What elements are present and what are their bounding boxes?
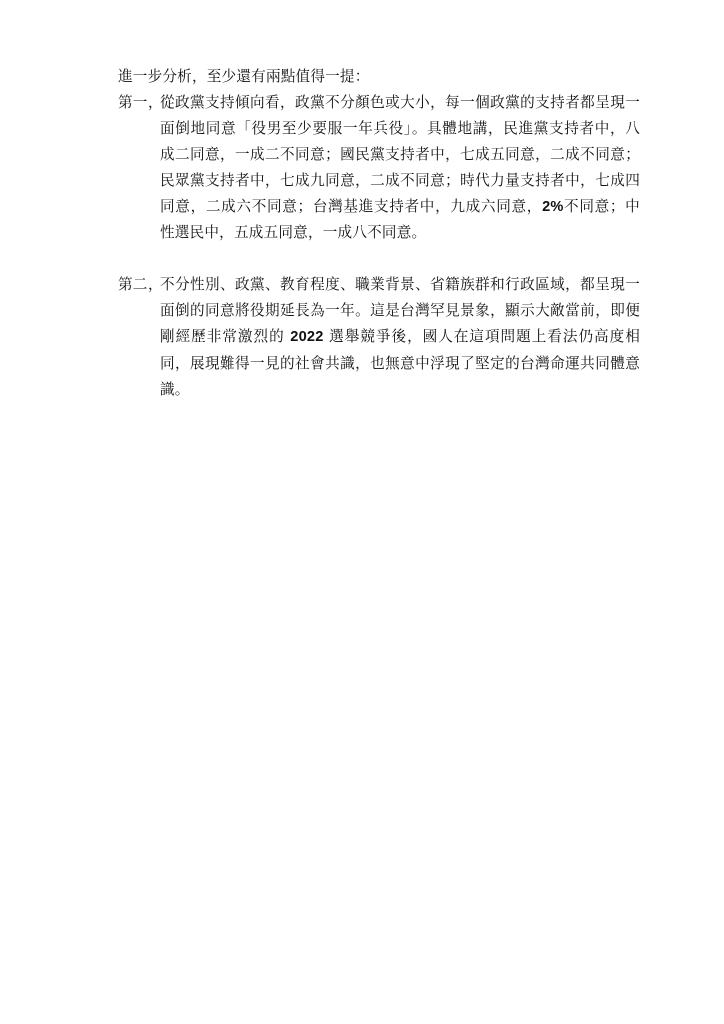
point-two-text-before: 不分性別、政黨、教育程度、職業背景、省籍族群和行政區域，都呈現一面倒的同意將役期延長為一年。這是台灣罕見景象，顯示大敵當前，即便剛經歷非常激烈的 [160, 276, 640, 346]
point-one-comma: ， [148, 93, 163, 111]
point-two-label: 第二 [118, 276, 148, 294]
document-body [118, 64, 640, 403]
point-two-text-after: 選舉競爭後，國人在這項問題上看法仍高度相同，展現難得一見的社會共識，也無意中浮現了堅定的台灣命運共同體意識。 [160, 328, 640, 398]
point-one-text-before: 從政黨支持傾向看，政黨不分顏色或大小，每一個政黨的支持者都呈現一面倒地同意「役男至少要服一年兵役」。具體地講，民進黨支持者中，八成二同意，一成二不同意；國民黨支持者中，七成五同意，二成不同意；民眾黨支持者中，七成九同意，二成不同意；時代力量支持者中，七成四同意，二成六不同意；台灣基進支持者中，九成六同意， [160, 93, 640, 215]
point-two-comma: ， [148, 276, 163, 294]
point-two-year: 2022 [290, 329, 324, 346]
point-two-body [160, 272, 640, 403]
point-one [118, 90, 640, 246]
point-one-percent: 2% [542, 198, 564, 215]
point-one-body [160, 90, 640, 246]
point-two [118, 272, 640, 403]
point-one-label: 第一 [118, 93, 148, 111]
point-one-text-after: 不同意；中性選民中，五成五同意，一成八不同意。 [160, 197, 640, 242]
intro-line: 進一步分析，至少還有兩點值得一提： [118, 68, 370, 85]
